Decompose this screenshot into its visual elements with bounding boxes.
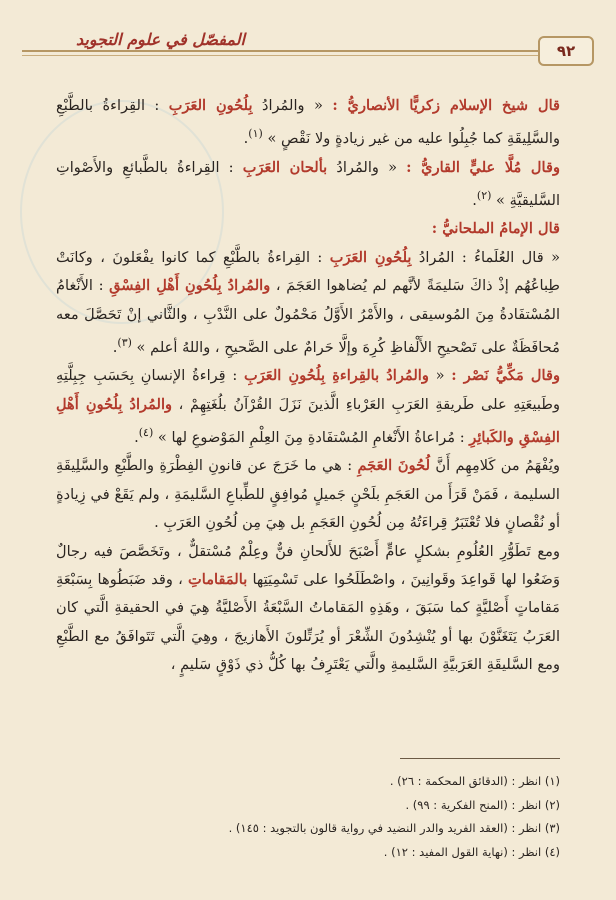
text-segment: ومع تَطَوُّرِ العُلُومِ بشكلٍ عامٍّ أَصْبَحَ للأَلحانِ فنٌّ وعِلْمٌ مُسْتقلٌّ ، وتَخَصَّصَ فيه رجالٌ وَضَعُوا لها قَواعِدَ وقَوانِينَ ، واصْطَلَحُوا على تَسْمِيَتِها — [56, 542, 560, 588]
footnote-item: (٢) انظر : (المنح الفكرية : ٩٩) . — [405, 797, 560, 812]
footnotes — [56, 770, 560, 864]
text-segment: . — [472, 191, 477, 209]
body-text — [56, 92, 560, 680]
paragraph — [56, 538, 560, 680]
footnote-ref: (٣) — [117, 335, 132, 349]
highlighted-term: والمُرادُ بِلُحُونِ أَهْلِ الفِسْقِ والكَبائِرِ — [56, 395, 560, 446]
highlighted-term: بِلُحُونِ العَرَبِ — [168, 97, 253, 114]
highlighted-term: بالمَقاماتِ — [188, 570, 248, 588]
paragraph — [56, 154, 560, 216]
text-segment: : القِراءةُ بالطَّبائعِ والأَصْواتِ السَّليقيَّةِ » — [56, 158, 560, 209]
highlighted-term: بِلُحُونِ العَرَبِ — [329, 248, 412, 266]
footnote-ref: (٢) — [476, 189, 492, 203]
highlighted-term: بألحان العَرَبِ — [242, 158, 328, 176]
footnote-ref: (١) — [248, 127, 263, 141]
header-rule-secondary — [22, 55, 594, 56]
page-number: ٩٢ — [538, 36, 594, 66]
page-header — [22, 30, 594, 70]
paragraph — [56, 452, 560, 537]
highlighted-term: قال الإمامُ الملحانيُّ : — [431, 220, 560, 238]
text-segment: « قال العُلَماءُ : المُرادُ — [411, 248, 561, 266]
running-title: المفصّل في علوم التجويد — [68, 30, 253, 49]
text-segment: : هي ما خَرَجَ عن قانونِ الفِطْرَةِ والطَّبْعِ والسَّلِيقَةِ السليمة ، فَمَنْ قَرَأَ من العَجَمِ بلَحْنٍ جَميلٍ مُوافِقٍ للطِّباعِ السَّليمَةِ ، ولم يَقَعْ في زِيادةٍ أو نُقْصانٍ فلا تُعْتَبَرُ قِراءَتُهُ مِن لُحُونِ العَجَمِ بل هِيَ مِن لُحُونِ العَرَبِ . — [56, 457, 560, 532]
text-segment: : مُراعاةُ الأَنْغامِ المُسْتفَادةِ مِنَ العِلْمِ المَوْضوعِ لها » — [153, 428, 470, 446]
footnote-item: (٤) انظر : (نهاية القول المفيد : ١٢) . — [383, 844, 560, 859]
text-segment: « والمُرادُ — [327, 158, 407, 176]
highlighted-term: وقال مَكِّيُّ نَصْر : — [451, 367, 560, 385]
highlighted-term: والمُرادُ بِلُحُونِ أَهْلِ الفِسْقِ — [109, 277, 271, 295]
footnote-rule — [400, 758, 560, 759]
paragraph — [56, 92, 560, 154]
footnote-item: (١) انظر : (الدقائق المحكمة : ٢٦) . — [389, 774, 560, 788]
highlighted-term: قال شيخ الإسلام زكريًّا الأنصاريُّ : — [332, 97, 560, 114]
text-segment: : قِراءةُ الإنسانِ بِحَسَبِ جِبِلَّتِهِ وطَبيعَتِهِ على طَريقةِ العَرَبِ العَرْباءِ الَّذينَ نَزَلَ القُرْآنُ بلُغَتِهِمْ ، — [56, 367, 560, 413]
highlighted-term: لُحُونَ العَجَمِ — [357, 457, 431, 475]
highlighted-term: والمُرادُ بالقِراءةِ بِلُحُونِ العَرَبِ — [244, 367, 429, 385]
text-segment: « والمُرادُ — [252, 97, 333, 114]
text-segment: : القِراءةُ بالطَّبْعِ والسَّلِيقَةِ كما جُبِلُوا عليه من غير زيادةٍ ولا نَقْصٍ » — [56, 97, 560, 148]
footnote-item: (٣) انظر : (العقد الفريد والدر النضيد في رواية قالون بالتجويد : ١٤٥) . — [228, 821, 560, 835]
highlighted-term: وقال مُلَّا عليٍّ القاريُّ : — [406, 158, 561, 176]
paragraph — [56, 362, 560, 452]
text-segment: « — [428, 367, 452, 385]
footnote-ref: (٤) — [138, 426, 154, 440]
text-segment: ، وقد ضَبَطُوها بِسَبْعَةِ مَقاماتٍ أَصْليَّةٍ كما سَبَقَ ، وهَذِهِ المَقاماتُ السَّبْعَةُ الأَصْليَّةُ هِيَ في الحقيقةِ الَّتي كان العَرَبُ يَتَغَنَّوْنَ بها أو يُنْشِدُونَ الشِّعْرَ أو يُرَتِّلونَ الأَهازيجَ ، وهِيَ الَّتي تَتَوافَقُ مع الطَّبْعِ ومع السَّليقَةِ العَرَبيَّةِ السَّليمةِ والَّتي يَعْتَرِفُ بها كُلُّ ذي ذَوْقٍ سَليمٍ ، — [56, 570, 560, 674]
text-segment: . — [112, 338, 118, 356]
text-segment: ويُفْهَمُ من كَلامِهِم أَنَّ — [430, 457, 560, 475]
text-segment: : الأَنْغامُ المُسْتفَادةُ مِنَ المُوسيقى ، والأَمْرُ الأَوَّلُ مَحْمُولٌ على النَّدْبِ ، والثَّاني إنْ تَحَصَّلَ معه مُحافَظَةٌ على تَصْحيحِ الأَلْفاظِ كُرِهَ وإلَّا حَرامٌ على الصَّحيحِ ، واللهُ أعلم » — [56, 277, 560, 356]
paragraph — [56, 215, 560, 243]
header-rule — [22, 50, 594, 52]
text-segment: . — [134, 428, 139, 446]
paragraph — [56, 244, 560, 362]
text-segment: : القِراءةُ بالطَّبْعِ كما كانوا يفْعَلونَ ، وكانَتْ طِباعُهُم إذْ ذاكَ سَليمَةً لأنَّهم لم يُضاهوا العَجَمَ ، — [56, 248, 561, 295]
text-segment: . — [243, 130, 249, 148]
